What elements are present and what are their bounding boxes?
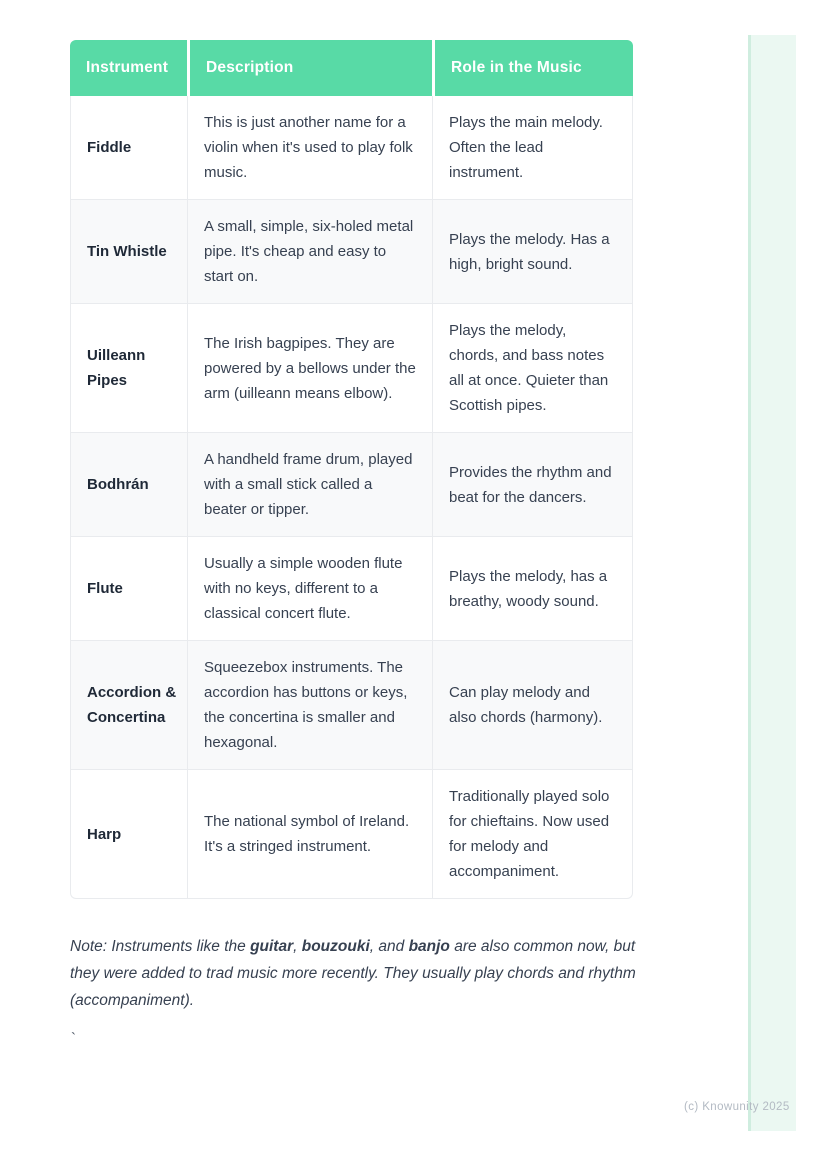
instruments-table (70, 40, 633, 899)
instrument-description: The Irish bagpipes. They are powered by a bellows under the arm (uilleann means elbow). (187, 304, 432, 433)
instrument-name: Bodhrán (70, 433, 187, 537)
instrument-role: Plays the melody. Has a high, bright sound. (432, 200, 633, 304)
instrument-role: Can play melody and also chords (harmony). (432, 641, 633, 770)
note-paragraph (70, 933, 638, 1014)
table-row (70, 304, 633, 433)
column-header-instrument: Instrument (70, 40, 187, 96)
column-header-role: Role in the Music (432, 40, 633, 96)
instrument-description: This is just another name for a violin when it's used to play folk music. (187, 96, 432, 200)
instrument-role: Plays the main melody. Often the lead instrument. (432, 96, 633, 200)
instrument-name: Uilleann Pipes (70, 304, 187, 433)
instrument-role: Provides the rhythm and beat for the dancers. (432, 433, 633, 537)
note-bold-guitar: guitar (250, 938, 294, 955)
table-row (70, 433, 633, 537)
instrument-name: Flute (70, 537, 187, 641)
instrument-role: Plays the melody, chords, and bass notes all at once. Quieter than Scottish pipes. (432, 304, 633, 433)
table-row (70, 200, 633, 304)
note-text: are also common now, but they were added to trad music more recently. They usually play chords and rhythm (accompaniment). (70, 938, 636, 1009)
note-bold-banjo: banjo (408, 938, 450, 955)
page-edge-stripe (748, 35, 796, 1131)
instrument-name: Fiddle (70, 96, 187, 200)
instrument-role: Plays the melody, has a breathy, woody sound. (432, 537, 633, 641)
table-row (70, 641, 633, 770)
instrument-name: Harp (70, 770, 187, 899)
note-text: , (293, 938, 302, 955)
note-text: , and (369, 938, 409, 955)
stray-backtick: ` (71, 1030, 76, 1047)
instrument-description: A handheld frame drum, played with a small stick called a beater or tipper. (187, 433, 432, 537)
instrument-role: Traditionally played solo for chieftains. Now used for melody and accompaniment. (432, 770, 633, 899)
table-row (70, 770, 633, 899)
copyright-text: (c) Knowunity 2025 (684, 1101, 790, 1113)
column-header-description: Description (187, 40, 432, 96)
table-header-row (70, 40, 633, 96)
table-row (70, 96, 633, 200)
instrument-description: The national symbol of Ireland. It's a stringed instrument. (187, 770, 432, 899)
instrument-description: Squeezebox instruments. The accordion has buttons or keys, the concertina is smaller and hexagonal. (187, 641, 432, 770)
instrument-name: Tin Whistle (70, 200, 187, 304)
instrument-description: Usually a simple wooden flute with no keys, different to a classical concert flute. (187, 537, 432, 641)
instrument-name: Accordion & Concertina (70, 641, 187, 770)
note-bold-bouzouki: bouzouki (301, 938, 370, 955)
instrument-description: A small, simple, six-holed metal pipe. It's cheap and easy to start on. (187, 200, 432, 304)
note-text: Note: Instruments like the (70, 938, 251, 955)
table-row (70, 537, 633, 641)
